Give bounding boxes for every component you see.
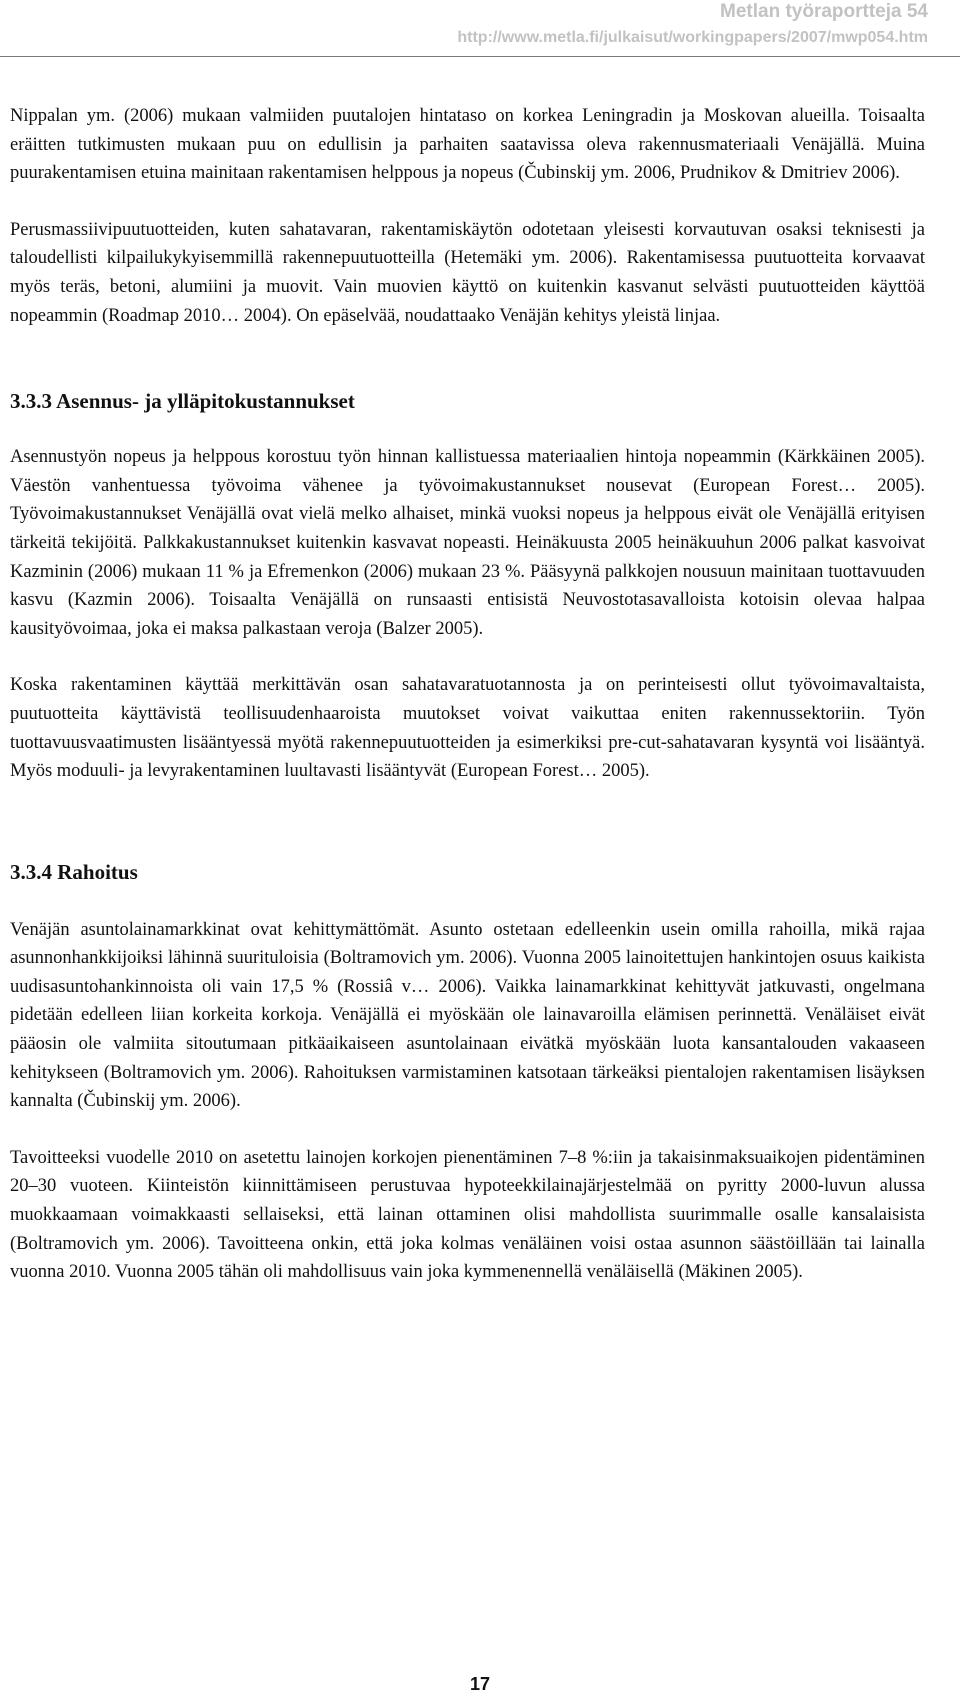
paragraph: Koska rakentaminen käyttää merkittävän osan sahatavaratuotannosta ja on perinteisesti ollut työvoimavaltaista, puutuotteita käyttävistä teollisuudenhaaroista muutokset voivat vaikuttaa eniten rakennussektoriin. Työn tuottavuusvaatimusten lisääntyessä myötä rakennepuutuotteiden ja esimerkiksi pre-cut-sahatavaran kysyntä voi lisääntyä. Myös moduuli- ja levyrakentaminen luultavasti lisääntyvät (European Forest… 2005). — [10, 675, 925, 782]
paragraph: Perusmassiivipuutuotteiden, kuten sahatavaran, rakentamiskäytön odotetaan yleisesti korvautuvan osaksi teknisesti ja taloudellisti kilpailukykyisemmillä rakennepuutuotteilla (Hetemäki ym. 2006). Rakentamisessa puutuotteita korvaavat myös teräs, betoni, alumiini ja muovit. Vain muovien käyttö on kuitenkin kasvanut selvästi puutuotteiden käyttöä nopeammin (Roadmap 2010… 2004). On epäselvää, noudattaako Venäjän kehitys yleistä linjaa. — [10, 219, 925, 326]
page-header — [457, 0, 928, 49]
paragraph: Venäjän asuntolainamarkkinat ovat kehittymättömät. Asunto ostetaan edelleenkin usein omilla rahoilla, mikä rajaa asunnonhankkijoiksi lähinnä suurituloisia (Boltramovich ym. 2006). Vuonna 2005 lainoitettujen hankintojen osuus kaikista uudisasuntohankinnoista oli vain 17,5 % (Rossiâ v… 2006). Vaikka lainamarkkinat kehittyvät jatkuvasti, ongelmana pidetään edelleen liian korkeita korkoja. Venäjällä ei myöskään ole lainavaroilla elämisen perinnettä. Venäläiset eivät pääosin ole valmiita sitoutumaan pitkäaikaiseen asuntolainaan eivätkä myöskään luota kansantalouden vakaaseen kehitykseen (Boltramovich ym. 2006). Rahoituksen varmistaminen katsotaan tärkeäksi pientalojen rakentamisen lisäyksen kannalta (Čubinskij ym. 2006). — [10, 919, 925, 1112]
section-heading: 3.3.3 Asennus- ja ylläpitokustannukset — [10, 389, 355, 414]
section-heading: 3.3.4 Rahoitus — [10, 859, 138, 884]
paragraph: Tavoitteeksi vuodelle 2010 on asetettu lainojen korkojen pienentäminen 7–8 %:iin ja takaisinmaksuaikojen pidentäminen 20–30 vuoteen. Kiinteistön kiinnittämiseen perustuvaa hypoteekkilainajärjestelmää on pyritty 2000-luvun alussa muokkaamaan voimakkaasti sellaiseksi, että lainan ottaminen olisi mahdollista suurimmalle osalle kansalaisista (Boltramovich ym. 2006). Tavoitteena onkin, että joka kolmas venäläinen voisi ostaa asunnon säästöillään tai lainalla vuonna 2010. Vuonna 2005 tähän oli mahdollisuus vain joka kymmenennellä venäläisellä (Mäkinen 2005). — [10, 1147, 925, 1283]
page-number: 17 — [469, 1674, 491, 1694]
document-body — [10, 102, 925, 1287]
paragraph: Asennustyön nopeus ja helppous korostuu työn hinnan kallistuessa materiaalien hintoja nopeammin (Kärkkäinen 2005). Väestön vanhentuessa työvoima vähenee ja työvoimakustannukset nousevat (European Forest… 2005). Työvoimakustannukset Venäjällä ovat vielä melko alhaiset, minkä vuoksi nopeus ja helppous eivät ole Venäjällä erityisen tärkeitä tekijöitä. Palkkakustannukset kuitenkin kasvavat nopeasti. Heinäkuusta 2005 heinäkuuhun 2006 palkat kasvoivat Kazminin (2006) mukaan 11 % ja Efremenkon (2006) mukaan 23 %. Pääsyynä palkkojen nousuun mainitaan tuottavuuden kasvu (Kazmin 2006). Toisaalta Venäjällä on runsaasti entisistä Neuvostotasavalloista kotoisin olevaa halpaa kausityövoimaa, joka ei maksa palkastaan veroja (Balzer 2005). — [10, 447, 925, 639]
series-title: Metlan työraportteja 54 — [720, 1, 928, 22]
paragraph: Nippalan ym. (2006) mukaan valmiiden puutalojen hintataso on korkea Leningradin ja Moskovan alueilla. Toisaalta eräitten tutkimusten mukaan puu on edullisin ja parhaiten saatavissa oleva rakennusmateriaali Venäjällä. Muina puurakentamisen etuina mainitaan rakentamisen helppous ja nopeus (Čubinskij ym. 2006, Prudnikov & Dmitriev 2006). — [10, 106, 925, 184]
header-url: http://www.metla.fi/julkaisut/workingpapers/2007/mwp054.htm — [457, 29, 928, 46]
header-rule — [0, 56, 960, 57]
